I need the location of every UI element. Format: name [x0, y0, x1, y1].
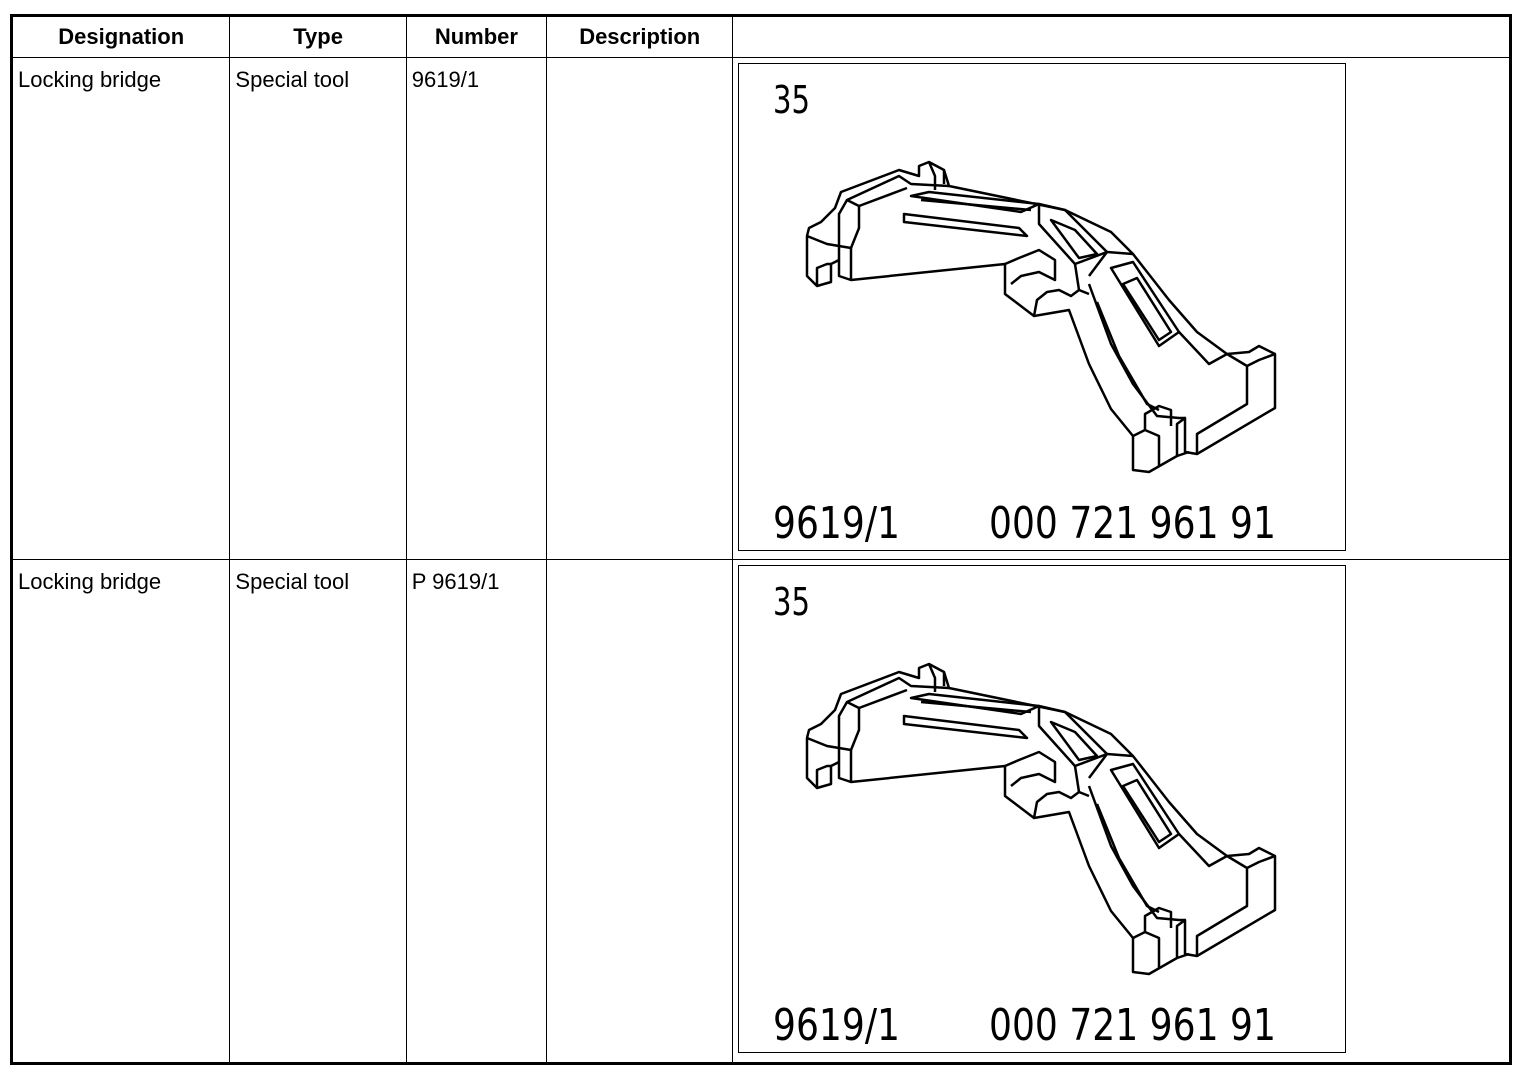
cell-number	[406, 560, 546, 1064]
cell-description	[547, 560, 733, 1064]
special-tools-table	[10, 14, 1512, 1065]
drawing-page-label: 35	[773, 580, 811, 625]
cell-type	[230, 58, 406, 560]
column-header-type: Type	[230, 16, 406, 58]
table-row	[12, 560, 1511, 1064]
designation-text: Locking bridge	[18, 67, 162, 92]
tool-drawing	[738, 565, 1346, 1053]
cell-designation	[12, 58, 230, 560]
drawing-tool-code: 9619/1	[773, 1000, 901, 1052]
column-header-image	[733, 16, 1511, 58]
column-header-number: Number	[406, 16, 546, 58]
locking-bridge-illustration	[739, 566, 1346, 1053]
column-header-designation: Designation	[12, 16, 230, 58]
drawing-tool-code: 9619/1	[773, 498, 901, 549]
description-text	[547, 58, 732, 66]
description-text	[547, 560, 732, 568]
table-row	[12, 58, 1511, 560]
type-text: Special tool	[235, 569, 350, 595]
cell-number	[406, 58, 546, 560]
designation-text: Locking bridge	[18, 569, 162, 595]
drawing-part-number: 000 721 961 91	[989, 498, 1277, 549]
locking-bridge-illustration	[739, 64, 1346, 551]
cell-designation	[12, 560, 230, 1064]
table-header-row	[12, 16, 1511, 58]
cell-description	[547, 58, 733, 560]
tool-drawing	[738, 63, 1346, 551]
type-text: Special tool	[235, 67, 350, 92]
column-header-description: Description	[547, 16, 733, 58]
cell-type	[230, 560, 406, 1064]
drawing-part-number: 000 721 961 91	[989, 1000, 1277, 1052]
drawing-page-label: 35	[773, 78, 811, 122]
cell-drawing	[733, 58, 1511, 560]
cell-drawing	[733, 560, 1511, 1064]
number-text: P 9619/1	[411, 569, 500, 595]
number-text: 9619/1	[411, 67, 480, 92]
